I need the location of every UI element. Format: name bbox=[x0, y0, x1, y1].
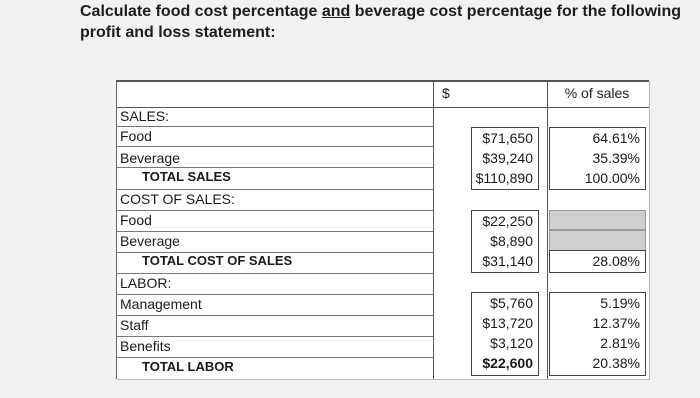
label-beverage: Beverage bbox=[120, 150, 180, 166]
label-cos-food: Food bbox=[120, 212, 152, 228]
label-total-cos: TOTAL COST OF SALES bbox=[142, 253, 293, 268]
value-total-cos: $31,140 bbox=[482, 253, 533, 269]
row-divider bbox=[117, 315, 433, 316]
cost-of-sales-values-box bbox=[471, 210, 539, 273]
value-total-sales: $110,890 bbox=[475, 170, 533, 186]
value-management: $5,760 bbox=[490, 295, 533, 311]
labor-percent-box bbox=[549, 292, 646, 376]
label-benefits: Benefits bbox=[120, 338, 171, 354]
row-divider bbox=[117, 210, 433, 211]
sales-percent-box bbox=[549, 127, 646, 190]
label-management: Management bbox=[120, 296, 202, 312]
value-benefits: $3,120 bbox=[490, 335, 533, 351]
percent-food: 64.61% bbox=[592, 130, 640, 146]
question-underlined-word: and bbox=[321, 3, 351, 20]
dollars-header: $ bbox=[442, 85, 450, 101]
percent-beverage: 35.39% bbox=[592, 150, 640, 166]
food-cost-percent-blank bbox=[549, 210, 646, 230]
value-cos-food: $22,250 bbox=[482, 213, 533, 229]
label-cos-beverage: Beverage bbox=[120, 233, 180, 249]
label-labor: LABOR: bbox=[120, 275, 172, 291]
percent-benefits: 2.81% bbox=[600, 335, 640, 351]
value-cos-beverage: $8,890 bbox=[490, 233, 533, 249]
row-divider bbox=[117, 126, 433, 127]
value-total-labor: $22,600 bbox=[482, 355, 533, 371]
header-divider bbox=[117, 107, 649, 108]
value-beverage: $39,240 bbox=[482, 150, 533, 166]
labor-values-box bbox=[471, 292, 539, 376]
label-food: Food bbox=[120, 128, 152, 144]
percent-total-cos: 28.08% bbox=[592, 253, 640, 269]
question-part-1: Calculate food cost percentage bbox=[80, 3, 322, 20]
pl-statement-table bbox=[116, 80, 649, 379]
label-total-labor: TOTAL LABOR bbox=[142, 359, 234, 374]
label-sales: SALES: bbox=[120, 108, 170, 124]
percent-of-sales-header: % of sales bbox=[564, 85, 630, 101]
value-staff: $13,720 bbox=[482, 315, 533, 331]
column-divider-1 bbox=[433, 82, 434, 379]
percent-management: 5.19% bbox=[600, 295, 640, 311]
question-part-2: beverage cost percentage for the following profit and loss statement: bbox=[80, 3, 682, 41]
label-cost-of-sales: COST OF SALES: bbox=[120, 191, 235, 207]
percent-total-labor: 20.38% bbox=[592, 355, 640, 371]
value-food: $71,650 bbox=[482, 130, 533, 146]
percent-total-sales: 100.00% bbox=[584, 170, 640, 186]
label-total-sales: TOTAL SALES bbox=[142, 169, 231, 184]
question-text bbox=[80, 1, 690, 43]
sales-values-box bbox=[471, 127, 539, 190]
row-divider bbox=[117, 146, 433, 147]
total-cos-percent-box bbox=[549, 250, 646, 273]
percent-staff: 12.37% bbox=[592, 315, 640, 331]
beverage-cost-percent-blank bbox=[549, 230, 646, 251]
column-divider-2 bbox=[547, 82, 548, 379]
label-staff: Staff bbox=[120, 317, 149, 333]
